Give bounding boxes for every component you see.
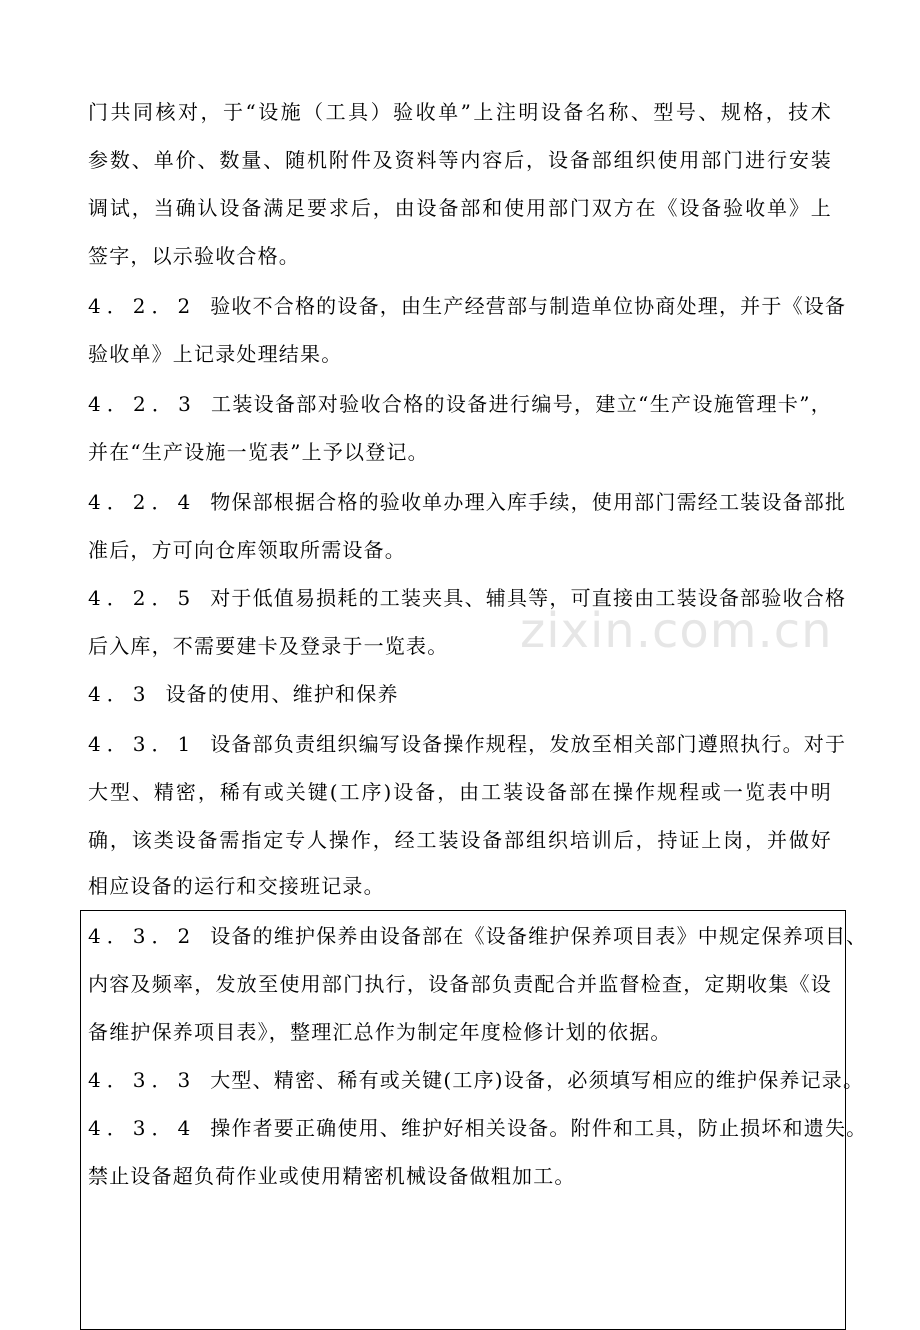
line-text: 物保部根据合格的验收单办理入库手续，使用部门需经工装设备部批	[210, 490, 847, 514]
text-line	[88, 488, 847, 516]
text-line	[88, 1162, 576, 1190]
section-number: 4．3．2	[88, 924, 197, 948]
text-line	[88, 730, 847, 758]
text-line	[88, 146, 832, 174]
line-text: 相应设备的运行和交接班记录。	[88, 874, 385, 898]
text-line	[88, 194, 832, 222]
text-line	[88, 632, 448, 660]
line-text: 后入库，不需要建卡及登录于一览表。	[88, 634, 449, 658]
section-number: 4．3．1	[88, 732, 197, 756]
line-text: 大型、精密，稀有或关键(工序)设备，由工装设备部在操作规程或一览表中明	[88, 780, 832, 804]
text-line	[88, 680, 399, 708]
line-text: 设备部负责组织编写设备操作规程，发放至相关部门遵照执行。对于	[210, 732, 847, 756]
section-number: 4．3	[88, 682, 152, 706]
line-text: 设备的维护保养由设备部在《设备维护保养项目表》中规定保养项目、	[210, 924, 868, 948]
text-line	[88, 340, 342, 368]
line-text: 操作者要正确使用、维护好相关设备。附件和工具，防止损坏和遗失。	[210, 1116, 868, 1140]
text-line	[88, 1114, 868, 1142]
line-text: 参数、单价、数量、随机附件及资料等内容后，设备部组织使用部门进行安装	[88, 148, 832, 172]
line-text: 确，该类设备需指定专人操作，经工装设备部组织培训后，持证上岗，并做好	[88, 828, 832, 852]
line-text: 并在“生产设施一览表”上予以登记。	[88, 440, 429, 464]
line-text: 验收不合格的设备，由生产经营部与制造单位协商处理，并于《设备	[210, 294, 847, 318]
text-line	[88, 922, 868, 950]
text-line	[88, 1018, 672, 1046]
text-line	[88, 536, 406, 564]
line-text: 签字，以示验收合格。	[88, 244, 300, 268]
line-text: 对于低值易损耗的工装夹具、辅具等，可直接由工装设备部验收合格	[210, 586, 847, 610]
text-line	[88, 292, 847, 320]
line-text: 禁止设备超负荷作业或使用精密机械设备做粗加工。	[88, 1164, 576, 1188]
line-text: 内容及频率，发放至使用部门执行，设备部负责配合并监督检查，定期收集《设	[88, 972, 832, 996]
section-number: 4．2．3	[88, 392, 197, 416]
text-line	[88, 390, 832, 418]
text-line	[88, 98, 832, 126]
text-line	[88, 1066, 865, 1094]
text-line	[88, 438, 429, 466]
line-text: 验收单》上记录处理结果。	[88, 342, 343, 366]
line-text: 备维护保养项目表》，整理汇总作为制定年度检修计划的依据。	[88, 1020, 672, 1044]
section-number: 4．2．4	[88, 490, 197, 514]
text-line	[88, 970, 832, 998]
line-text: 准后，方可向仓库领取所需设备。	[88, 538, 406, 562]
section-number: 4．3．3	[88, 1068, 197, 1092]
text-line	[88, 826, 832, 854]
line-text: 设备的使用、维护和保养	[165, 682, 399, 706]
line-text: 门共同核对，于“设施（工具）验收单”上注明设备名称、型号、规格，技术	[88, 100, 832, 124]
text-line	[88, 872, 385, 900]
section-number: 4．3．4	[88, 1116, 197, 1140]
section-number: 4．2．2	[88, 294, 197, 318]
line-text: 工装设备部对验收合格的设备进行编号，建立“生产设施管理卡”，	[210, 392, 832, 416]
text-line	[88, 242, 300, 270]
text-line	[88, 778, 832, 806]
section-number: 4．2．5	[88, 586, 197, 610]
line-text: 调试，当确认设备满足要求后，由设备部和使用部门双方在《设备验收单》上	[88, 196, 832, 220]
line-text: 大型、精密、稀有或关键(工序)设备，必须填写相应的维护保养记录。	[210, 1068, 865, 1092]
watermark-text: zixin.com.cn	[520, 603, 833, 659]
